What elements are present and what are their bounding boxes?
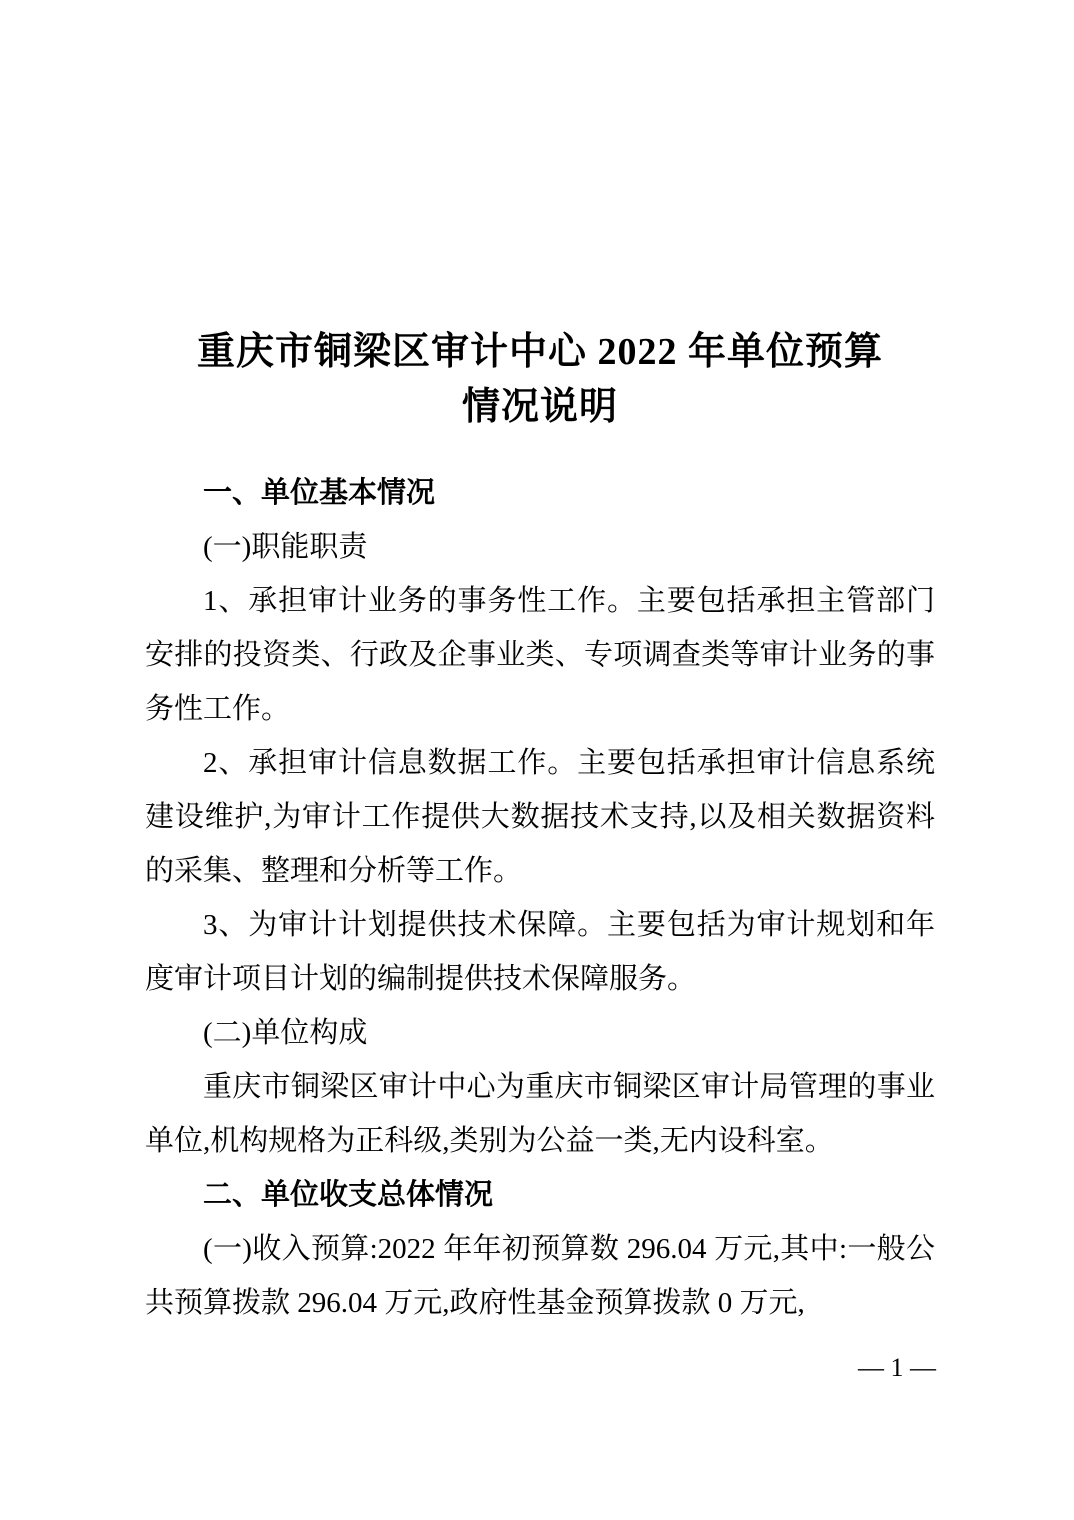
document-title-line-2: 情况说明 xyxy=(461,386,618,429)
subsection-heading-duties: (一)职能职责 xyxy=(203,531,368,563)
document-title-line-1: 重庆市铜梁区审计中心 2022 年单位预算 xyxy=(196,331,883,374)
paragraph-composition: 重庆市铜梁区审计中心为重庆市铜梁区审计局管理的事业单位,机构规格为正科级,类别为公益一类,无内设科室。 xyxy=(145,1071,935,1157)
document-title xyxy=(145,325,935,435)
paragraph-income-budget: (一)收入预算:2022 年年初预算数 296.04 万元,其中:一般公共预算拨款 296.04 万元,政府性基金预算拨款 0 万元, xyxy=(145,1233,935,1319)
page-number: — 1 — xyxy=(858,1353,936,1382)
paragraph-duty-1: 1、承担审计业务的事务性工作。主要包括承担主管部门安排的投资类、行政及企事业类、专项调查类等审计业务的事务性工作。 xyxy=(145,585,935,725)
section-heading-1: 一、单位基本情况 xyxy=(203,477,436,509)
subsection-heading-composition: (二)单位构成 xyxy=(203,1017,368,1049)
paragraph-duty-3: 3、为审计计划提供技术保障。主要包括为审计规划和年度审计项目计划的编制提供技术保障服务。 xyxy=(145,909,935,995)
document-body xyxy=(145,466,935,1330)
section-heading-2: 二、单位收支总体情况 xyxy=(203,1179,494,1211)
paragraph-duty-2: 2、承担审计信息数据工作。主要包括承担审计信息系统建设维护,为审计工作提供大数据技术支持,以及相关数据资料的采集、整理和分析等工作。 xyxy=(145,747,935,887)
